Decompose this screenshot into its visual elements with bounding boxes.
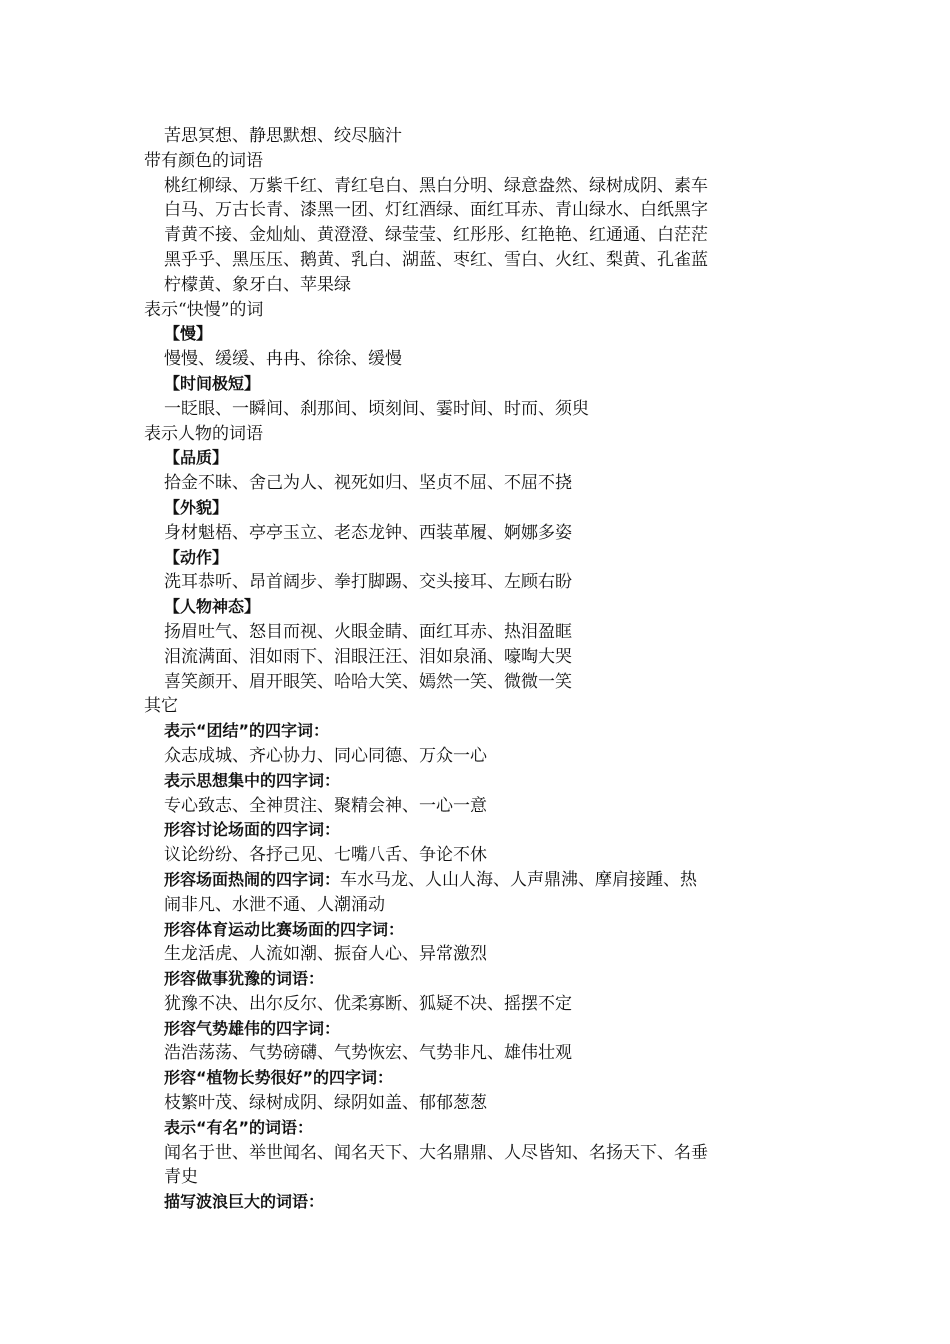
word-list: 青史 (164, 1167, 198, 1188)
subsection-label: 形容做事犹豫的词语： (164, 969, 325, 989)
word-list: 白马、万古长青、漆黑一团、灯红酒绿、面红耳赤、青山绿水、白纸黑字 (164, 200, 708, 221)
word-list: 身材魁梧、亭亭玉立、老态龙钟、西装革履、婀娜多姿 (164, 522, 572, 543)
subsection-label: 形容气势雄伟的四字词： (164, 1018, 341, 1038)
section-heading: 其它 (144, 696, 178, 717)
word-list: 车水马龙、人山人海、人声鼎沸、摩肩接踵、热 (340, 869, 698, 890)
subsection-label: 【时间极短】 (164, 373, 261, 393)
section-heading: 带有颜色的词语 (144, 150, 263, 171)
subsection-label: 形容“植物长势很好”的四字词： (164, 1068, 394, 1088)
word-list: 闹非凡、水泄不通、人潮涌动 (164, 894, 385, 915)
word-list: 专心致志、全神贯注、聚精会神、一心一意 (164, 795, 487, 816)
word-list: 青黄不接、金灿灿、黄澄澄、绿莹莹、红彤彤、红艳艳、红通通、白茫茫 (164, 225, 708, 246)
word-list: 众志成城、齐心协力、同心同德、万众一心 (164, 745, 487, 766)
word-list: 喜笑颜开、眉开眼笑、哈哈大笑、嫣然一笑、微微一笑 (164, 671, 572, 692)
document-body (144, 124, 804, 1215)
word-list: 生龙活虎、人流如潮、振奋人心、异常激烈 (164, 944, 487, 965)
word-list: 闻名于世、举世闻名、闻名天下、大名鼎鼎、人尽皆知、名扬天下、名垂 (164, 1142, 708, 1163)
word-list: 议论纷纷、各抒己见、七嘴八舌、争论不休 (164, 845, 487, 866)
word-list: 浩浩荡荡、气势磅礴、气势恢宏、气势非凡、雄伟壮观 (164, 1043, 572, 1064)
subsection-label: 【人物神态】 (164, 597, 261, 617)
subsection-label: 【外貌】 (164, 497, 229, 517)
word-list: 柠檬黄、象牙白、苹果绿 (164, 274, 351, 295)
word-list: 犹豫不决、出尔反尔、优柔寡断、狐疑不决、摇摆不定 (164, 993, 572, 1014)
subsection-label: 形容讨论场面的四字词： (164, 820, 341, 840)
section-heading: 表示“快慢”的词 (144, 299, 264, 320)
subsection-label: 【品质】 (164, 448, 229, 468)
subsection-label: 【动作】 (164, 547, 229, 567)
subsection-label: 形容体育运动比赛场面的四字词： (164, 919, 405, 939)
subsection-label: 形容场面热闹的四字词： (164, 869, 341, 889)
subsection-label: 表示“团结”的四字词： (164, 721, 330, 741)
word-list: 扬眉吐气、怒目而视、火眼金睛、面红耳赤、热泪盈眶 (164, 621, 572, 642)
word-list: 泪流满面、泪如雨下、泪眼汪汪、泪如泉涌、嚎啕大哭 (164, 646, 572, 667)
word-list: 枝繁叶茂、绿树成阴、绿阴如盖、郁郁葱葱 (164, 1093, 487, 1114)
labeled-line (144, 868, 804, 893)
subsection-label: 表示“有名”的词语： (164, 1117, 314, 1137)
word-list: 慢慢、缓缓、冉冉、徐徐、缓慢 (164, 349, 402, 370)
word-list: 拾金不昧、舍己为人、视死如归、坚贞不屈、不屈不挠 (164, 473, 572, 494)
word-list: 黑乎乎、黑压压、鹅黄、乳白、湖蓝、枣红、雪白、火红、梨黄、孔雀蓝 (164, 249, 708, 270)
subsection-label: 表示思想集中的四字词： (164, 770, 341, 790)
word-list: 一眨眼、一瞬间、刹那间、顷刻间、霎时间、时而、须臾 (164, 398, 589, 419)
subsection-label: 【慢】 (164, 324, 213, 344)
subsection-label: 描写波浪巨大的词语： (164, 1192, 325, 1212)
word-list: 苦思冥想、静思默想、绞尽脑汁 (164, 126, 402, 146)
word-list: 桃红柳绿、万紫千红、青红皂白、黑白分明、绿意盎然、绿树成阴、素车 (164, 175, 708, 196)
word-list: 洗耳恭听、昂首阔步、拳打脚踢、交头接耳、左顾右盼 (164, 572, 572, 593)
section-heading: 表示人物的词语 (144, 423, 263, 444)
